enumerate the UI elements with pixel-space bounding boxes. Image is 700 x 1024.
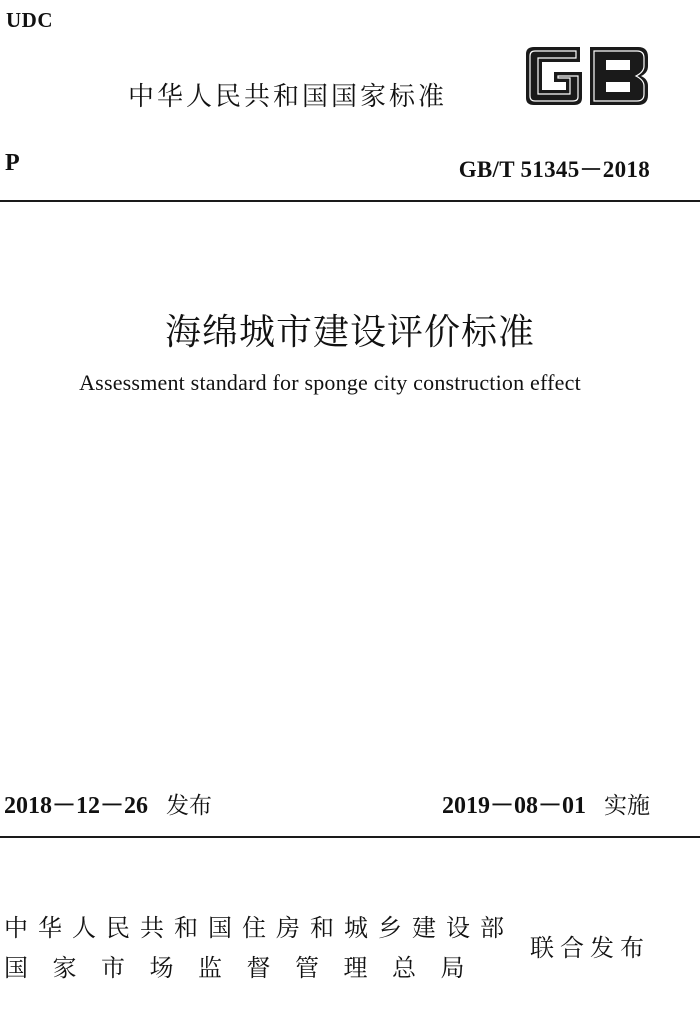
joint-issue-label: 联合发布: [530, 934, 650, 962]
classification-code: P: [5, 150, 20, 176]
top-divider: [0, 200, 700, 202]
issuer-ministry: 中华人民共和国住房和城乡建设部: [4, 914, 514, 942]
title-english: Assessment standard for sponge city construction effect: [79, 370, 581, 395]
standard-number: GB/T 51345－2018: [458, 157, 650, 182]
bottom-divider: [0, 836, 700, 838]
national-standard-heading: 中华人民共和国国家标准: [128, 82, 448, 112]
udc-label: UDC: [6, 8, 53, 32]
issuer-administration: 国家市场监督管理总局: [4, 954, 489, 982]
issue-date-block: [4, 785, 212, 820]
implementation-label: 实施: [604, 793, 650, 819]
issue-date: 2018－12－26: [4, 793, 148, 819]
implementation-date-block: [442, 785, 650, 820]
implementation-date: 2019－08－01: [442, 793, 586, 819]
title-chinese: 海绵城市建设评价标准: [164, 312, 535, 353]
issue-label: 发布: [166, 793, 212, 819]
gb-logo: [520, 44, 654, 108]
